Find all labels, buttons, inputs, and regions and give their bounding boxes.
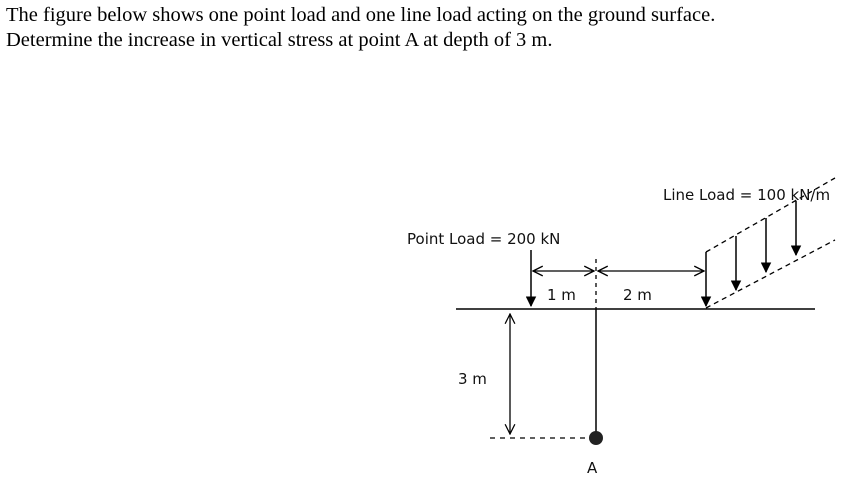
question-line-2: Determine the increase in vertical stress at point A at depth of 3 m. bbox=[6, 29, 553, 51]
depth-label: 3 m bbox=[458, 370, 487, 388]
point-a-marker bbox=[589, 431, 603, 445]
point-load-label: Point Load = 200 kN bbox=[407, 230, 561, 248]
point-a-label: A bbox=[587, 459, 598, 477]
question-line-1: The figure below shows one point load and one line load acting on the ground surface. bbox=[6, 4, 716, 26]
line-load-front-edge bbox=[706, 240, 835, 308]
line-load-label: Line Load = 100 kN/m bbox=[663, 186, 831, 204]
dim-2m-label: 2 m bbox=[623, 286, 652, 304]
dim-1m-label: 1 m bbox=[547, 286, 576, 304]
